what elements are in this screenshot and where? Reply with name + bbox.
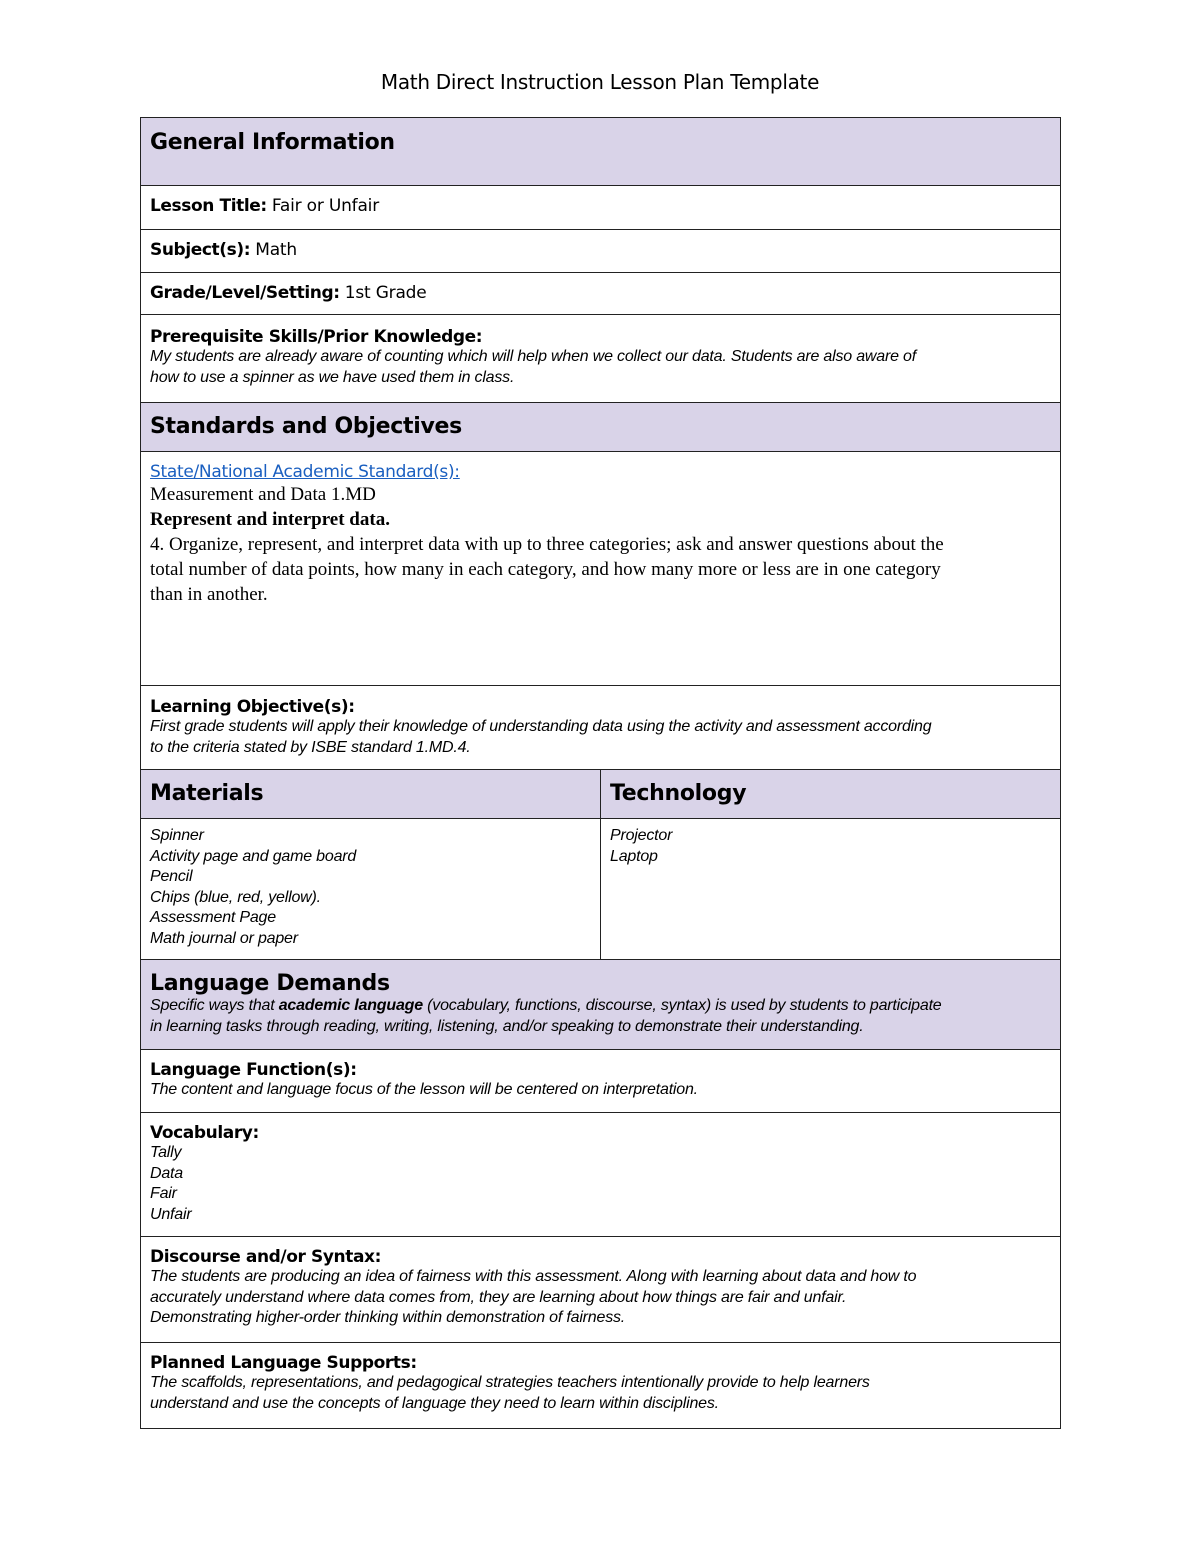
list-item: Assessment Page — [150, 909, 276, 926]
materials-title: Materials — [150, 781, 264, 806]
lesson-title-label: Lesson Title: — [150, 196, 267, 216]
learning-objective-row — [141, 686, 1061, 770]
lesson-title-value: Fair or Unfair — [271, 196, 379, 216]
language-demands-desc-line-2: in learning tasks through reading, writing, listening, and/or speaking to demonstrate their understanding. — [150, 1017, 864, 1035]
language-demands-title: Language Demands — [150, 971, 390, 996]
subject-value: Math — [255, 240, 297, 260]
subject-label: Subject(s): — [150, 240, 251, 260]
language-function-text: The content and language focus of the lesson will be centered on interpretation. — [150, 1081, 698, 1098]
language-supports-line-2: understand and use the concepts of language they need to learn within disciplines. — [150, 1394, 719, 1412]
language-function-label: Language Function(s): — [150, 1060, 357, 1080]
grade-row — [141, 273, 1061, 315]
table-bottom-border — [140, 1428, 1060, 1429]
discourse-line-2: accurately understand where data comes from, they are learning about how things are fair and unfair. — [150, 1288, 847, 1306]
list-item: Data — [150, 1164, 183, 1182]
list-item: Chips (blue, red, yellow). — [150, 888, 321, 906]
prerequisite-label: Prerequisite Skills/Prior Knowledge: — [150, 327, 483, 347]
standard-line-1: 4. Organize, represent, and interpret data with up to three categories; ask and answer questions about the — [150, 534, 944, 555]
general-information-header — [141, 118, 1061, 186]
learning-objective-line-1: First grade students will apply their knowledge of understanding data using the activity and assessment according — [150, 718, 932, 735]
discourse-line-1: The students are producing an idea of fairness with this assessment. Along with learning about data and how to — [150, 1268, 917, 1285]
list-item: Laptop — [610, 847, 658, 865]
vocabulary-label: Vocabulary: — [150, 1123, 259, 1143]
standards-title: Standards and Objectives — [150, 414, 462, 439]
standard-heading: Represent and interpret data. — [150, 509, 390, 530]
measurement-text: Measurement and Data 1.MD — [150, 484, 376, 505]
page-title: Math Direct Instruction Lesson Plan Template — [380, 70, 820, 94]
language-demands-desc-line-1: Specific ways that academic language (vocabulary, functions, discourse, syntax) is used by students to participate — [150, 997, 942, 1014]
grade-label: Grade/Level/Setting: — [150, 283, 340, 303]
materials-list — [141, 819, 601, 960]
lesson-plan-table — [140, 117, 1061, 1429]
list-item: Fair — [150, 1185, 177, 1202]
standards-content — [141, 452, 1061, 686]
language-supports-line-1: The scaffolds, representations, and pedagogical strategies teachers intentionally provide to help learners — [150, 1374, 870, 1391]
discourse-line-3: Demonstrating higher-order thinking within demonstration of fairness. — [150, 1309, 626, 1326]
subject-row — [141, 230, 1061, 273]
standards-link[interactable]: State/National Academic Standard(s): — [150, 462, 460, 482]
learning-objective-line-2: to the criteria stated by ISBE standard 1.MD.4. — [150, 738, 471, 756]
list-item: Pencil — [150, 868, 193, 885]
language-demands-header — [141, 960, 1061, 1050]
prerequisite-line-2: how to use a spinner as we have used them in class. — [150, 368, 515, 386]
materials-header — [141, 770, 601, 819]
language-function-row — [141, 1050, 1061, 1113]
discourse-row — [141, 1237, 1061, 1343]
discourse-label: Discourse and/or Syntax: — [150, 1247, 381, 1267]
prerequisite-line-1: My students are already aware of counting which will help when we collect our data. Students are also aware of — [150, 348, 916, 365]
prerequisite-row — [141, 315, 1061, 403]
list-item: Projector — [610, 827, 673, 844]
standards-header — [141, 403, 1061, 452]
technology-title: Technology — [610, 781, 747, 806]
technology-list — [601, 819, 1061, 960]
technology-header — [601, 770, 1061, 819]
language-supports-row — [141, 1343, 1061, 1429]
grade-value: 1st Grade — [344, 283, 427, 303]
list-item: Unfair — [150, 1205, 192, 1223]
list-item: Activity page and game board — [150, 847, 357, 865]
list-item: Tally — [150, 1144, 182, 1161]
lesson-title-row — [141, 186, 1061, 230]
learning-objective-label: Learning Objective(s): — [150, 697, 355, 717]
list-item: Math journal or paper — [150, 929, 298, 947]
standard-line-3: than in another. — [150, 584, 268, 605]
standard-line-2: total number of data points, how many in each category, and how many more or less are in one category — [150, 559, 941, 580]
vocabulary-row — [141, 1113, 1061, 1237]
general-information-title: General Information — [150, 130, 395, 155]
language-supports-label: Planned Language Supports: — [150, 1353, 417, 1373]
list-item: Spinner — [150, 827, 204, 844]
